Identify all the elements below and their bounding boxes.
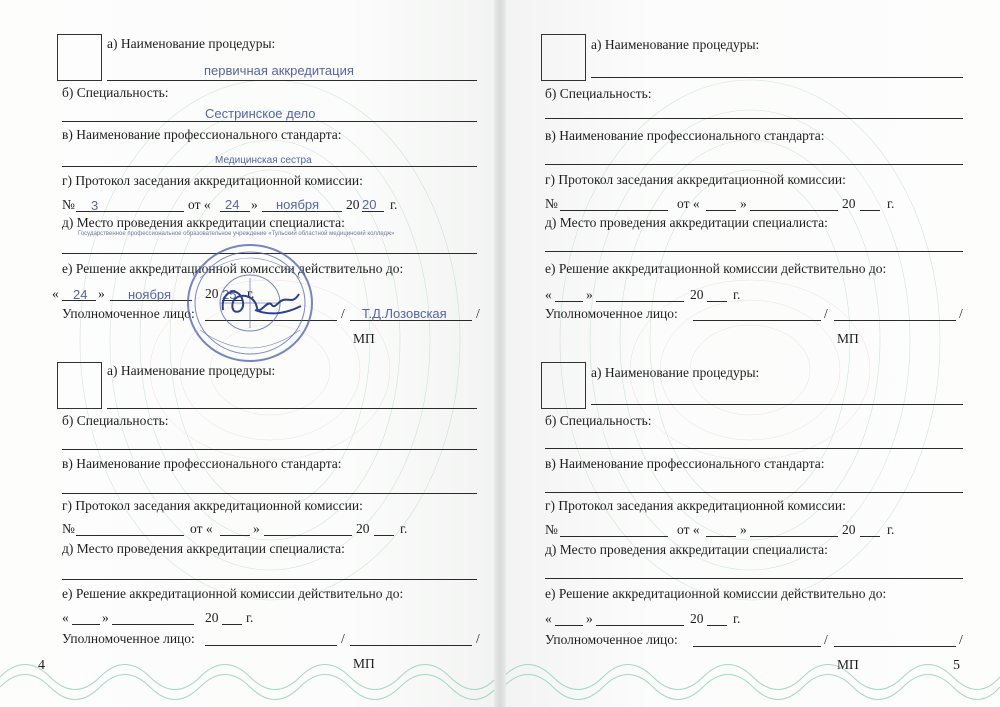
protocol-year-line-4	[860, 536, 880, 537]
specialty-line-2	[62, 449, 477, 450]
label-protocol-2: г) Протокол заседания аккредитационной комиссии:	[62, 498, 363, 513]
valid-quote: »	[98, 286, 105, 301]
authorized-name-line-3	[834, 320, 956, 321]
label-specialty-2: б) Специальность:	[62, 413, 169, 428]
label-procedure-4: а) Наименование процедуры:	[591, 365, 760, 380]
label-authorized-2: Уполномоченное лицо:	[62, 631, 195, 646]
auth-slash-2: /	[476, 306, 480, 321]
protocol-year-line-2	[374, 535, 394, 536]
label-place-2: д) Место проведения аккредитации специалиста:	[62, 541, 345, 556]
specialty-value: Сестринское дело	[205, 106, 316, 121]
auth-slash-8: /	[959, 632, 963, 647]
protocol-g-3: г.	[887, 196, 895, 211]
place-line-4	[545, 578, 963, 579]
mp-label: МП	[353, 331, 375, 346]
procedure-line-2	[107, 408, 477, 409]
label-authorized: Уполномоченное лицо:	[62, 306, 195, 321]
valid-year-line-4	[707, 625, 727, 626]
protocol-20: 20	[346, 197, 360, 212]
page-number-left: 4	[38, 658, 45, 673]
valid-day-line-3	[555, 301, 583, 302]
auth-slash-1: /	[341, 306, 345, 321]
authorized-name-line-4	[834, 646, 956, 647]
protocol-ot-2: от «	[190, 521, 213, 536]
label-protocol-3: г) Протокол заседания аккредитационной комиссии:	[545, 172, 846, 187]
label-standard: в) Наименование профессионального стандарта:	[62, 127, 342, 142]
standard-line-2	[62, 493, 477, 494]
label-valid-2: е) Решение аккредитационной комиссии действительно до:	[62, 586, 404, 601]
protocol-quote-4: »	[740, 522, 747, 537]
protocol-month-line-3	[750, 210, 838, 211]
valid-month-line-3	[596, 301, 684, 302]
valid-g: г.	[247, 286, 255, 301]
procedure-value: первичная аккредитация	[204, 63, 354, 78]
photo-box-4	[541, 362, 586, 409]
protocol-20-3: 20	[842, 196, 856, 211]
signature-line-2	[205, 645, 337, 646]
protocol-no-value: 3	[91, 198, 99, 213]
label-valid-3: е) Решение аккредитационной комиссии действительно до:	[545, 261, 887, 276]
authorized-name-value: Т.Д.Лозовская	[362, 306, 447, 321]
label-specialty-3: б) Специальность:	[545, 86, 652, 101]
handwritten-signature	[215, 280, 305, 325]
auth-slash-6: /	[959, 306, 963, 321]
protocol-g-4: г.	[887, 522, 895, 537]
label-standard-4: в) Наименование профессионального стандарта:	[545, 456, 825, 471]
specialty-line-3	[545, 118, 963, 119]
label-specialty-4: б) Специальность:	[545, 413, 652, 428]
procedure-line	[107, 80, 477, 81]
protocol-year-value: 20	[362, 197, 377, 212]
auth-slash-5: /	[824, 306, 828, 321]
protocol-no-sign-2: №	[62, 521, 75, 536]
protocol-20-4: 20	[842, 522, 856, 537]
valid-day-line-2	[72, 624, 100, 625]
standard-line-4	[545, 492, 963, 493]
protocol-no-sign-4: №	[545, 522, 558, 537]
label-protocol: г) Протокол заседания аккредитационной комиссии:	[62, 173, 363, 188]
place-line-2	[62, 579, 477, 580]
label-valid-4: е) Решение аккредитационной комиссии действительно до:	[545, 586, 887, 601]
protocol-no-line-4	[560, 536, 668, 537]
valid-day-value: 24	[73, 287, 88, 302]
protocol-no-line-3	[560, 210, 668, 211]
label-authorized-4: Уполномоченное лицо:	[545, 632, 678, 647]
auth-slash-4: /	[476, 631, 480, 646]
protocol-quote-2: »	[253, 521, 260, 536]
photo-box-2	[57, 362, 102, 409]
signature-line-4	[693, 646, 821, 647]
specialty-line-4	[545, 448, 963, 449]
valid-20-2: 20	[205, 610, 219, 625]
protocol-month-value: ноября	[276, 197, 320, 212]
valid-g-4: г.	[733, 611, 741, 626]
label-standard-2: в) Наименование профессионального стандарта:	[62, 456, 342, 471]
protocol-g-2: г.	[400, 521, 408, 536]
procedure-line-3	[591, 77, 963, 78]
protocol-day-line-4	[706, 536, 736, 537]
standard-line-3	[545, 164, 963, 165]
valid-g-3: г.	[733, 287, 741, 302]
mp-label-3: МП	[837, 331, 859, 346]
place-value: Государственное профессиональное образовательное учреждение «Тульский областной медицинский колледж»	[78, 231, 395, 237]
protocol-month-line-4	[750, 536, 838, 537]
mp-label-4: МП	[837, 657, 859, 672]
protocol-day-line-3	[706, 210, 736, 211]
mp-label-2: МП	[353, 656, 375, 671]
protocol-no-sign: №	[62, 197, 75, 212]
place-line-3	[545, 251, 963, 252]
protocol-no-line-2	[76, 535, 184, 536]
auth-slash-3: /	[341, 631, 345, 646]
label-protocol-4: г) Протокол заседания аккредитационной комиссии:	[545, 498, 846, 513]
protocol-20-2: 20	[356, 521, 370, 536]
auth-slash-7: /	[824, 632, 828, 647]
protocol-ot-3: от «	[677, 196, 700, 211]
label-place-4: д) Место проведения аккредитации специалиста:	[545, 542, 828, 557]
valid-quote-3: »	[586, 287, 593, 302]
valid-20: 20	[205, 286, 219, 301]
valid-month-line-4	[596, 625, 684, 626]
specialty-line	[62, 121, 477, 122]
standard-value: Медицинская сестра	[215, 155, 312, 166]
authorized-name-line-2	[350, 645, 472, 646]
photo-box	[57, 34, 102, 81]
label-procedure-2: а) Наименование процедуры:	[107, 363, 276, 378]
protocol-month-line-2	[264, 535, 352, 536]
protocol-ot: от «	[188, 197, 211, 212]
valid-g-2: г.	[246, 610, 254, 625]
page-fold	[494, 0, 506, 707]
protocol-no-sign-3: №	[545, 196, 558, 211]
protocol-day-line-2	[220, 535, 250, 536]
valid-20-4: 20	[690, 611, 704, 626]
label-place-3: д) Место проведения аккредитации специалиста:	[545, 215, 828, 230]
valid-year-value: 25	[222, 287, 237, 302]
valid-month-line-2	[112, 624, 194, 625]
label-standard-3: в) Наименование профессионального стандарта:	[545, 128, 825, 143]
valid-quote-4: »	[586, 611, 593, 626]
page-number-right: 5	[953, 658, 960, 673]
label-place: д) Место проведения аккредитации специалиста:	[62, 215, 345, 230]
protocol-day-value: 24	[225, 197, 240, 212]
protocol-quote: »	[251, 197, 258, 212]
protocol-g: г.	[390, 197, 398, 212]
valid-open-2: «	[62, 610, 69, 625]
label-authorized-3: Уполномоченное лицо:	[545, 306, 678, 321]
valid-open-4: «	[545, 611, 552, 626]
valid-20-3: 20	[690, 287, 704, 302]
label-valid: е) Решение аккредитационной комиссии действительно до:	[62, 261, 404, 276]
valid-day-line-4	[555, 625, 583, 626]
photo-box-3	[541, 34, 586, 81]
standard-line	[62, 166, 477, 167]
procedure-line-4	[591, 404, 963, 405]
valid-month-value: ноября	[128, 287, 172, 302]
signature-line-3	[693, 320, 821, 321]
protocol-ot-4: от «	[677, 522, 700, 537]
valid-open: «	[52, 286, 59, 301]
valid-year-line-3	[707, 301, 727, 302]
label-specialty: б) Специальность:	[62, 85, 169, 100]
protocol-quote-3: »	[740, 196, 747, 211]
label-procedure-3: а) Наименование процедуры:	[591, 37, 760, 52]
valid-open-3: «	[545, 287, 552, 302]
valid-year-line-2	[222, 624, 242, 625]
protocol-year-line-3	[860, 210, 880, 211]
label-procedure: а) Наименование процедуры:	[107, 36, 276, 51]
valid-quote-2: »	[102, 610, 109, 625]
